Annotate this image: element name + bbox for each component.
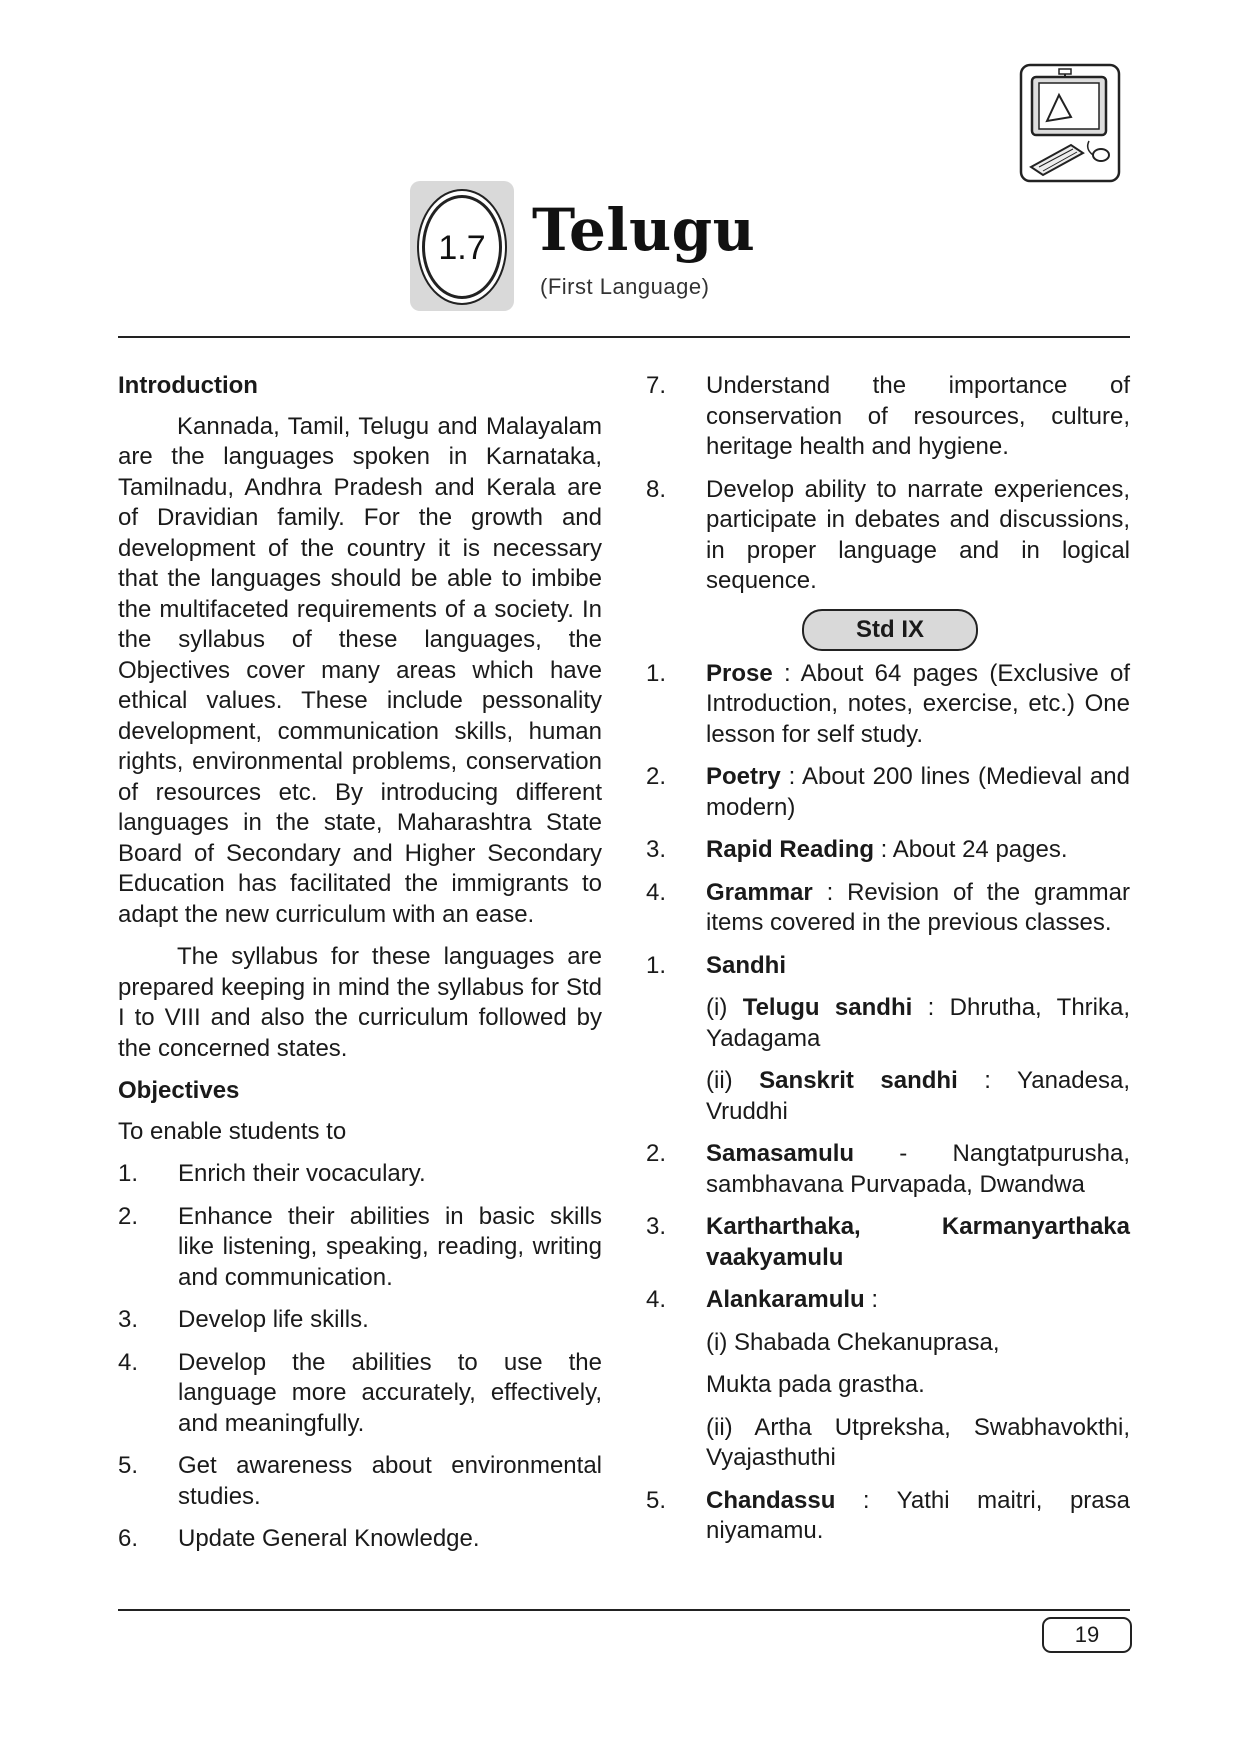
item-text: - Nangtatpurusha, sambhavana Purvapada, Dwandwa [706,1140,1130,1198]
item-label: Prose [706,659,773,687]
subitem-prefix: (ii) [706,1067,760,1094]
top-divider [118,336,1130,338]
item-text: Develop ability to narrate experiences, participate in debates and discussions, in proper language and in logical sequence. [706,475,1130,594]
item-label: Grammar [706,878,813,906]
grammar-subitem: (ii) Artha Utpreksha, Swabhavokthi, Vyajasthuthi [706,1413,1130,1471]
objective-item [118,1524,602,1555]
chapter-ring [417,189,507,305]
item-number: 7. [646,372,667,399]
introduction-paragraph: Kannada, Tamil, Telugu and Malayalam are the languages spoken in Karnataka, Tamilnadu, Andhra Pradesh and Kerala are of Dravidian family. For the growth and development of the country it is necessary that the languages should be able to imbibe the multifaceted requirements of a society. In the syllabus of these languages, the Objectives cover many areas which have ethical values. These include pessonality development, communication skills, human rights, environmental problems, conservation of resources etc. By introducing different languages in the state, Maharashtra State Board of Secondary and Higher Secondary Education has facilitated the immigrants to adapt the new curriculum with an ease. [118,412,602,928]
page-subtitle: (First Language) [540,274,710,299]
item-text: Develop the abilities to use the language more accurately, effectively, and meaningfully. [178,1348,602,1437]
subitem-label: Telugu sandhi [742,994,913,1021]
grammar-item-alankaramulu [646,1285,1130,1316]
std-ix-label: Std IX [802,609,978,651]
item-number: 5. [118,1452,139,1479]
grammar-subitem: (i) Shabada Chekanuprasa, [706,1328,1000,1356]
item-label: Samasamulu [706,1140,855,1167]
objectives-heading: Objectives [118,1077,240,1104]
item-number: 2. [118,1202,139,1230]
syllabus-item [646,835,1130,866]
item-number: 6. [118,1525,139,1552]
item-number: 5. [646,1486,667,1514]
grammar-item-sandhi [646,951,1130,982]
item-number: 4. [646,1286,667,1313]
item-number: 1. [646,659,667,687]
subitem-label: Sanskrit sandhi [759,1067,958,1094]
item-label: Alankaramulu [706,1286,865,1313]
item-text: : Revision of the grammar items covered in the previous classes. [706,878,1130,936]
grammar-subitem [646,993,1130,1054]
computer-icon [1019,63,1121,183]
item-text: Develop life skills. [178,1306,369,1333]
item-number: 1. [646,951,667,979]
objective-item [118,1159,602,1190]
grammar-item-samasamulu [646,1139,1130,1200]
item-text: Understand the importance of conservation of resources, culture, heritage health and hygiene. [706,372,1130,460]
item-number: 8. [646,475,667,503]
page-number: 19 [1042,1617,1132,1653]
syllabus-paragraph: The syllabus for these languages are prepared keeping in mind the syllabus for Std I to VIII and also the curriculum followed by the concerned states. [118,943,602,1062]
item-number: 3. [118,1306,139,1333]
item-text: Update General Knowledge. [178,1525,480,1552]
item-text: : Yathi maitri, prasa niyamamu. [706,1486,1130,1544]
subitem-text: : Dhrutha, Thrika, Yadagama [706,994,1131,1052]
item-number: 3. [646,1213,667,1240]
grammar-subitem: Mukta pada grastha. [706,1371,925,1398]
syllabus-item [646,878,1130,939]
item-number: 3. [646,836,667,863]
item-number: 4. [646,878,667,906]
syllabus-item [646,659,1130,751]
item-label: Kartharthaka, Karmanyarthaka vaakyamulu [706,1213,1130,1271]
item-text: : [864,1286,879,1313]
item-label: Rapid Reading [706,836,875,863]
grammar-item-vaakyamulu [646,1212,1130,1273]
subitem-text: : Yanadesa, Vruddhi [706,1067,1130,1125]
objective-item [118,1305,602,1336]
syllabus-item [646,762,1130,823]
page-title: Telugu [532,196,756,264]
right-column [646,371,1130,1559]
introduction-heading: Introduction [118,372,258,399]
objective-item [118,1348,602,1440]
objective-item [646,371,1130,463]
chapter-number: 1.7 [438,229,486,267]
grammar-subitem [646,1066,1130,1127]
item-number: 2. [646,763,667,790]
objective-item [646,475,1130,597]
chapter-badge [410,181,514,311]
item-label: Sandhi [706,951,787,979]
objective-item [118,1451,602,1512]
objectives-lead: To enable students to [118,1117,347,1145]
item-number: 2. [646,1140,667,1167]
item-text: Get awareness about environmental studies. [178,1452,602,1510]
item-text: Enhance their abilities in basic skills like listening, speaking, reading, writing and communication. [178,1202,602,1291]
bottom-divider [118,1609,1130,1611]
item-text: Enrich their vocaculary. [178,1160,426,1187]
item-number: 1. [118,1160,139,1187]
item-text: : About 64 pages (Exclusive of Introduction, notes, exercise, etc.) One lesson for self study. [706,659,1130,748]
item-label: Poetry [706,763,781,790]
item-label: Chandassu [706,1486,836,1514]
left-column [118,371,602,1567]
item-text: : About 24 pages. [874,836,1068,863]
subitem-prefix: (i) [706,994,743,1021]
objective-item [118,1202,602,1294]
grammar-item-chandassu [646,1486,1130,1547]
item-number: 4. [118,1348,139,1376]
item-text: : About 200 lines (Medieval and modern) [706,763,1130,821]
